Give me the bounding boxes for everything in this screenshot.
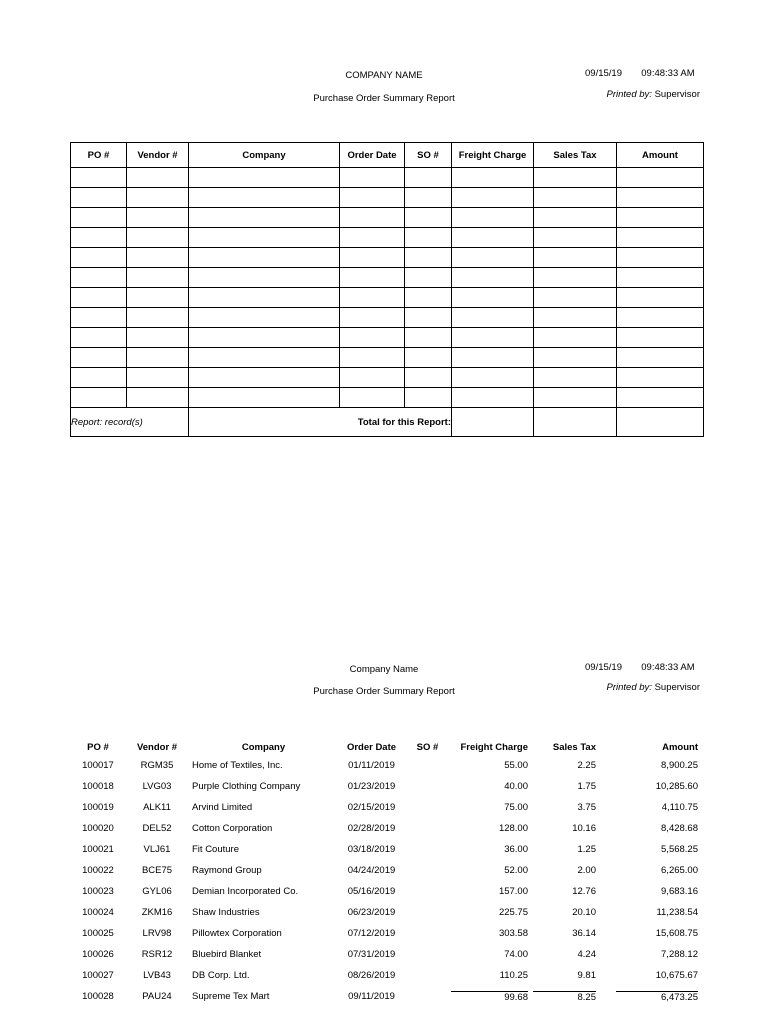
sales-tax-cell: 36.14 [572,928,596,939]
empty-cell [617,168,704,188]
company-cell: Purple Clothing Company [192,781,301,792]
empty-cell [405,388,452,408]
empty-cell [71,288,127,308]
report2-header-row [70,739,703,755]
po-cell: 100028 [82,991,114,1002]
report2-time: 09:48:33 AM [641,662,695,673]
so-cell [404,839,451,860]
empty-cell [452,368,534,388]
empty-cell [534,168,617,188]
company-cell: Fit Couture [192,844,239,855]
empty-cell [340,348,405,368]
column-header-sales-tax: Sales Tax [552,741,596,753]
empty-cell [452,228,534,248]
empty-cell [405,368,452,388]
amount-cell: 10,285.60 [655,781,698,792]
po-cell: 100025 [82,928,114,939]
column-header-order-date: Order Date [340,143,405,168]
empty-cell [189,168,340,188]
vendor-cell: GYL06 [142,886,172,897]
so-cell [404,776,451,797]
so-cell [404,944,451,965]
empty-cell [617,288,704,308]
table-row [70,881,703,902]
empty-cell [405,328,452,348]
empty-cell [340,288,405,308]
report1-record-count: Report: record(s) [71,408,189,437]
vendor-cell: RGM35 [140,760,174,771]
empty-cell [340,308,405,328]
report1-footer-row [71,408,704,437]
po-cell: 100027 [82,970,114,981]
po-cell: 100017 [82,760,114,771]
amount-cell: 10,675.67 [655,970,698,981]
po-cell: 100026 [82,949,114,960]
order-date-cell: 01/23/2019 [347,781,396,792]
table-row [71,228,704,248]
freight-charge-cell: 157.00 [498,886,528,897]
report2-rows [70,755,703,1007]
company-cell: Bluebird Blanket [192,949,262,960]
empty-cell [340,328,405,348]
table-row [71,268,704,288]
report1-printed-by-label: Printed by: [606,89,652,100]
empty-cell [189,368,340,388]
sales-tax-cell: 9.81 [577,970,596,981]
empty-cell [71,268,127,288]
table-row [70,818,703,839]
empty-cell [340,388,405,408]
empty-cell [127,168,189,188]
company-cell: Arvind Limited [192,802,253,813]
table-row [70,965,703,986]
empty-cell [452,328,534,348]
empty-cell [452,388,534,408]
column-header-company: Company [189,143,340,168]
empty-cell [340,368,405,388]
table-row [71,288,704,308]
order-date-cell: 04/24/2019 [347,865,396,876]
po-cell: 100023 [82,886,114,897]
empty-cell [617,228,704,248]
empty-cell [127,388,189,408]
amount-cell: 11,238.54 [656,907,698,918]
underlined-value: 99.68 [451,991,528,1003]
empty-cell [534,308,617,328]
empty-cell [405,168,452,188]
table-row [70,755,703,776]
amount-cell: 6,265.00 [661,865,698,876]
empty-cell [127,268,189,288]
table-row [71,368,704,388]
empty-cell [405,268,452,288]
table-row [70,860,703,881]
empty-cell [534,348,617,368]
empty-cell [189,308,340,328]
empty-cell [189,268,340,288]
amount-cell: 5,568.25 [661,844,698,855]
order-date-cell: 02/15/2019 [347,802,396,813]
so-cell [404,902,451,923]
empty-cell [405,348,452,368]
company-cell: Pillowtex Corporation [192,928,282,939]
vendor-cell: PAU24 [142,991,172,1002]
column-header-po: PO # [87,741,109,753]
sales-tax-cell: 20.10 [572,907,596,918]
empty-cell [452,248,534,268]
po-cell: 100021 [82,844,114,855]
so-cell [404,860,451,881]
empty-cell [617,268,704,288]
amount-cell: 9,683.16 [661,886,698,897]
amount-cell: 4,110.75 [661,802,698,813]
po-cell: 100020 [82,823,114,834]
underlined-value: 8.25 [533,991,596,1003]
table-row [70,923,703,944]
empty-cell [127,228,189,248]
column-header-order-date: Order Date [346,741,397,753]
report1-date: 09/15/19 [585,68,622,79]
sales-tax-cell: 2.00 [577,865,596,876]
report2-company-name: Company Name [349,664,419,675]
empty-cell [452,268,534,288]
empty-cell [452,308,534,328]
amount-cell: 8,900.25 [661,760,698,771]
so-cell [404,818,451,839]
empty-cell [617,388,704,408]
report2-title: Purchase Order Summary Report [313,686,455,697]
column-header-po: PO # [71,143,127,168]
freight-charge-cell: 52.00 [504,865,528,876]
order-date-cell: 08/26/2019 [347,970,396,981]
empty-cell [617,368,704,388]
empty-cell [452,168,534,188]
empty-cell [534,228,617,248]
empty-cell [617,328,704,348]
sales-tax-cell: 10.16 [572,823,596,834]
vendor-cell: BCE75 [141,865,173,876]
report1-total-freight [452,408,534,437]
vendor-cell: VLJ61 [143,844,171,855]
table-row [71,168,704,188]
so-cell [404,965,451,986]
table-row [71,308,704,328]
column-header-vendor: Vendor # [127,143,189,168]
amount-cell: 8,428.68 [661,823,698,834]
report2-datetime [585,662,695,673]
empty-cell [452,288,534,308]
empty-cell [534,328,617,348]
empty-cell [452,188,534,208]
empty-cell [189,388,340,408]
report2-printed-by-label: Printed by: [606,682,652,693]
freight-charge-cell: 128.00 [498,823,528,834]
company-cell: Cotton Corporation [192,823,273,834]
po-cell: 100024 [82,907,114,918]
order-date-cell: 07/12/2019 [347,928,396,939]
empty-cell [127,208,189,228]
empty-cell [189,348,340,368]
column-header-amount: Amount [617,143,704,168]
order-date-cell: 07/31/2019 [347,949,396,960]
report1-title: Purchase Order Summary Report [313,93,455,104]
so-cell [404,881,451,902]
table-row [71,328,704,348]
po-cell: 100022 [82,865,114,876]
empty-cell [127,348,189,368]
freight-charge-cell: 55.00 [504,760,528,771]
column-header-vendor: Vendor # [136,741,178,753]
table-row [70,986,703,1007]
empty-cell [71,328,127,348]
sales-tax-cell: 4.24 [577,949,596,960]
empty-cell [71,368,127,388]
so-cell [404,923,451,944]
empty-cell [71,388,127,408]
empty-cell [127,288,189,308]
po-cell: 100019 [82,802,114,813]
empty-cell [127,308,189,328]
empty-cell [534,188,617,208]
empty-cell [617,248,704,268]
empty-cell [617,308,704,328]
po-cell: 100018 [82,781,114,792]
company-cell: Home of Textiles, Inc. [192,760,283,771]
empty-cell [405,228,452,248]
column-header-freight-charge: Freight Charge [452,143,534,168]
report1-time: 09:48:33 AM [641,68,695,79]
table-row [70,797,703,818]
table-row [70,902,703,923]
empty-cell [71,168,127,188]
report2-date: 09/15/19 [585,662,622,673]
empty-cell [189,248,340,268]
order-date-cell: 09/11/2019 [348,991,395,1002]
report1-company-name: COMPANY NAME [345,70,423,81]
sales-tax-cell: 2.25 [577,760,596,771]
empty-cell [534,248,617,268]
empty-cell [405,248,452,268]
company-cell: DB Corp. Ltd. [192,970,250,981]
report2-table [70,739,703,1007]
column-header-amount: Amount [662,741,698,753]
empty-cell [405,288,452,308]
freight-charge-cell: 40.00 [504,781,528,792]
empty-cell [189,328,340,348]
empty-cell [340,168,405,188]
empty-cell [340,268,405,288]
empty-cell [405,208,452,228]
column-header-so: SO # [405,143,452,168]
vendor-cell: LVB43 [143,970,171,981]
sales-tax-cell: 1.75 [577,781,596,792]
freight-charge-cell: 303.58 [498,928,528,939]
order-date-cell: 03/18/2019 [347,844,396,855]
table-row [70,944,703,965]
amount-cell: 7,288.12 [661,949,698,960]
vendor-cell: LVG03 [142,781,172,792]
empty-cell [340,248,405,268]
report1-table [70,142,704,437]
column-header-sales-tax: Sales Tax [534,143,617,168]
freight-charge-cell: 225.75 [498,907,528,918]
table-row [71,208,704,228]
order-date-cell: 02/28/2019 [347,823,396,834]
vendor-cell: ZKM16 [141,907,173,918]
order-date-cell: 06/23/2019 [347,907,396,918]
empty-cell [127,368,189,388]
report1-datetime [585,68,695,79]
sales-tax-cell: 3.75 [577,802,596,813]
report1-printed-by [607,89,700,100]
empty-cell [534,368,617,388]
empty-cell [534,388,617,408]
empty-cell [340,188,405,208]
vendor-cell: RSR12 [141,949,173,960]
so-cell [404,986,451,1007]
empty-cell [71,248,127,268]
empty-cell [405,308,452,328]
report1-empty-rows [71,168,704,408]
empty-cell [127,328,189,348]
empty-cell [340,228,405,248]
empty-cell [534,208,617,228]
freight-charge-cell: 36.00 [504,844,528,855]
sales-tax-cell [533,986,616,1007]
so-cell [404,797,451,818]
column-header-company: Company [241,741,286,753]
empty-cell [452,348,534,368]
empty-cell [534,288,617,308]
empty-cell [340,208,405,228]
empty-cell [189,188,340,208]
report1-total-tax [534,408,617,437]
empty-cell [71,348,127,368]
report1-printed-by-value: Supervisor [654,89,700,100]
order-date-cell: 01/11/2019 [348,760,395,771]
table-row [70,839,703,860]
table-row [71,388,704,408]
empty-cell [617,348,704,368]
empty-cell [71,308,127,328]
report2-printed-by-value: Supervisor [654,682,700,693]
empty-cell [452,208,534,228]
so-cell [404,755,451,776]
empty-cell [617,208,704,228]
empty-cell [127,248,189,268]
empty-cell [534,268,617,288]
empty-cell [405,188,452,208]
freight-charge-cell [451,986,533,1007]
underlined-value: 6,473.25 [616,991,698,1003]
column-header-so: SO # [416,741,439,753]
company-cell: Demian Incorporated Co. [192,886,299,897]
empty-cell [71,188,127,208]
vendor-cell: DEL52 [142,823,172,834]
empty-cell [71,208,127,228]
report2-printed-by [607,682,700,693]
table-row [71,248,704,268]
table-row [71,348,704,368]
vendor-cell: ALK11 [143,802,171,813]
vendor-cell: LRV98 [142,928,172,939]
empty-cell [189,228,340,248]
empty-cell [617,188,704,208]
sales-tax-cell: 1.25 [577,844,596,855]
freight-charge-cell: 110.25 [499,970,528,981]
freight-charge-cell: 75.00 [504,802,528,813]
company-cell: Raymond Group [192,865,262,876]
empty-cell [189,208,340,228]
order-date-cell: 05/16/2019 [347,886,396,897]
amount-cell: 15,608.75 [655,928,698,939]
table-row [71,188,704,208]
empty-cell [127,188,189,208]
table-row [70,776,703,797]
report1-header-row [71,143,704,168]
company-cell: Supreme Tex Mart [192,991,270,1002]
empty-cell [189,288,340,308]
column-header-freight-charge: Freight Charge [460,741,528,753]
report1-total-label: Total for this Report: [189,408,452,437]
company-cell: Shaw Industries [192,907,260,918]
report1-total-amount [617,408,704,437]
sales-tax-cell: 12.76 [572,886,596,897]
freight-charge-cell: 74.00 [504,949,528,960]
empty-cell [71,228,127,248]
amount-cell [616,986,703,1007]
